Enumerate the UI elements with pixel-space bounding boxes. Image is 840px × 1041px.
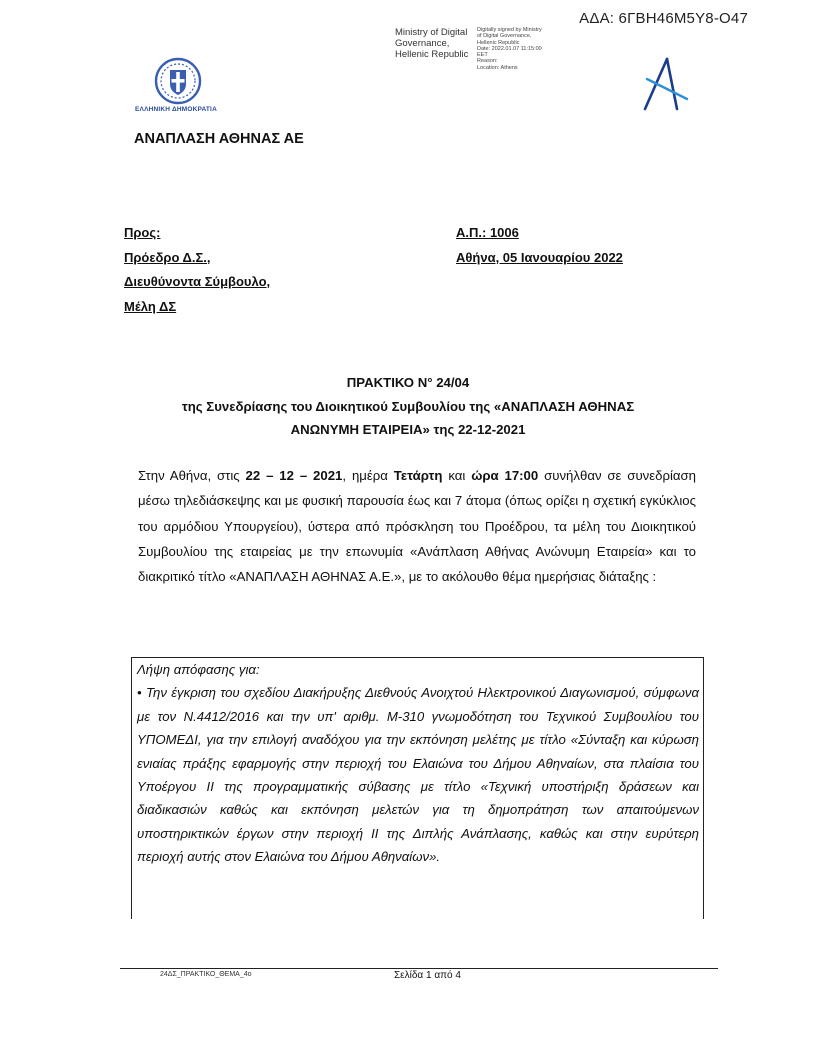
- meeting-day: Τετάρτη: [393, 468, 443, 483]
- meeting-date: 22 – 12 – 2021: [245, 468, 343, 483]
- recipient-ceo: Διευθύνοντα Σύμβουλο,: [124, 274, 271, 289]
- emblem-caption: ΕΛΛΗΝΙΚΗ ΔΗΜΟΚΡΑΤΙΑ: [135, 106, 217, 113]
- digital-signature: [395, 27, 547, 71]
- footer-divider: [120, 968, 718, 969]
- reference-block: [456, 221, 623, 270]
- minutes-title-line1: ΠΡΑΚΤΙΚΟ Ν° 24/04: [346, 375, 470, 390]
- protocol-number: Α.Π.: 1006: [456, 225, 519, 240]
- minutes-title: [120, 371, 696, 442]
- hellenic-emblem-icon: [153, 57, 203, 105]
- meeting-time: ώρα 17:00: [471, 468, 539, 483]
- footer-page-number: Σελίδα 1 από 4: [394, 970, 461, 981]
- minutes-title-line3: ΑΝΩΝΥΜΗ ΕΤΑΙΡΕΙΑ» της 22-12-2021: [290, 422, 526, 437]
- ada-code: ΑΔΑ: 6ΓΒΗ46Μ5Υ8-Ο47: [579, 10, 748, 27]
- agenda-content: [137, 658, 699, 869]
- anaplasi-logo-icon: [637, 53, 693, 117]
- company-name: ΑΝΑΠΛΑΣΗ ΑΘΗΝΑΣ ΑΕ: [134, 131, 304, 147]
- recipient-president: Πρόεδρο Δ.Σ.,: [124, 249, 211, 265]
- place-date: Αθήνα, 05 Ιανουαρίου 2022: [456, 249, 623, 265]
- recipients-block: [124, 221, 270, 319]
- signature-details: Digitally signed by Ministry of Digital Governance, Hellenic Republic Date: 2022.01.07 11:15:00 EET Reason: Location: Athens: [477, 27, 542, 71]
- footer-filename: 24ΔΣ_ΠΡΑΚΤΙΚΟ_ΘΕΜΑ_4ο: [160, 971, 252, 978]
- agenda-heading: Λήψη απόφασης για:: [137, 662, 260, 677]
- recipient-members: Μέλη ΔΣ: [124, 298, 177, 314]
- recipients-label: Προς:: [124, 225, 161, 240]
- agenda-item: • Την έγκριση του σχεδίου Διακήρυξης Διεθνούς Ανοιχτού Ηλεκτρονικού Διαγωνισμού, σύμφωνα με τον Ν.4412/2016 και την υπ' αριθμ. Μ-310 γνωμοδότηση του Τεχνικού Συμβουλίου του ΥΠΟΜΕΔΙ, για την επιλογή αναδόχου για την εκπόνηση μελέτης με τίτλο «Σύνταξη και κύρωση ενιαίας πράξης εφαρμογής στην περιοχή του Ελαιώνα του Δήμου Αθηναίων, στα πλαίσια του Υποέργου ΙΙ της προγραμματικής σύβασης με τίτλο «Τεχνική υποστήριξη δράσεων και διαδικασιών καθώς και εκπόνηση μελετών για τη δημοπράτηση των απαιτούμενων υποστηρικτικών έργων στην περιοχή ΙΙ της Διπλής Ανάπλασης, καθώς και στην ευρύτερη περιοχή αυτής στον Ελαιώνα του Δήμου Αθηναίων».: [137, 685, 699, 865]
- signature-signer: Ministry of Digital Governance, Hellenic Republic: [395, 27, 469, 60]
- minutes-title-line2: της Συνεδρίασης του Διοικητικού Συμβουλίου της «ΑΝΑΠΛΑΣΗ ΑΘΗΝΑΣ: [181, 398, 635, 414]
- body-paragraph: Στην Αθήνα, στις 22 – 12 – 2021, ημέρα Τετάρτη και ώρα 17:00 συνήλθαν σε συνεδρίαση μέσω τηλεδιάσκεψης και με φυσική παρουσία έως και 7 άτομα (όπως ορίζει η σχετική εγκύκλιος του αρμόδιου Υπουργείου), ύστερα από πρόσκληση του Προέδρου, τα μέλη του Διοικητικού Συμβουλίου της εταιρείας με την επωνυμία «Ανάπλαση Αθήνας Ανώνυμη Εταιρεία» και το διακριτικό τίτλο «ΑΝΑΠΛΑΣΗ ΑΘΗΝΑΣ Α.Ε.», με το ακόλουθο θέμα ημερήσιας διάταξης :: [138, 468, 696, 585]
